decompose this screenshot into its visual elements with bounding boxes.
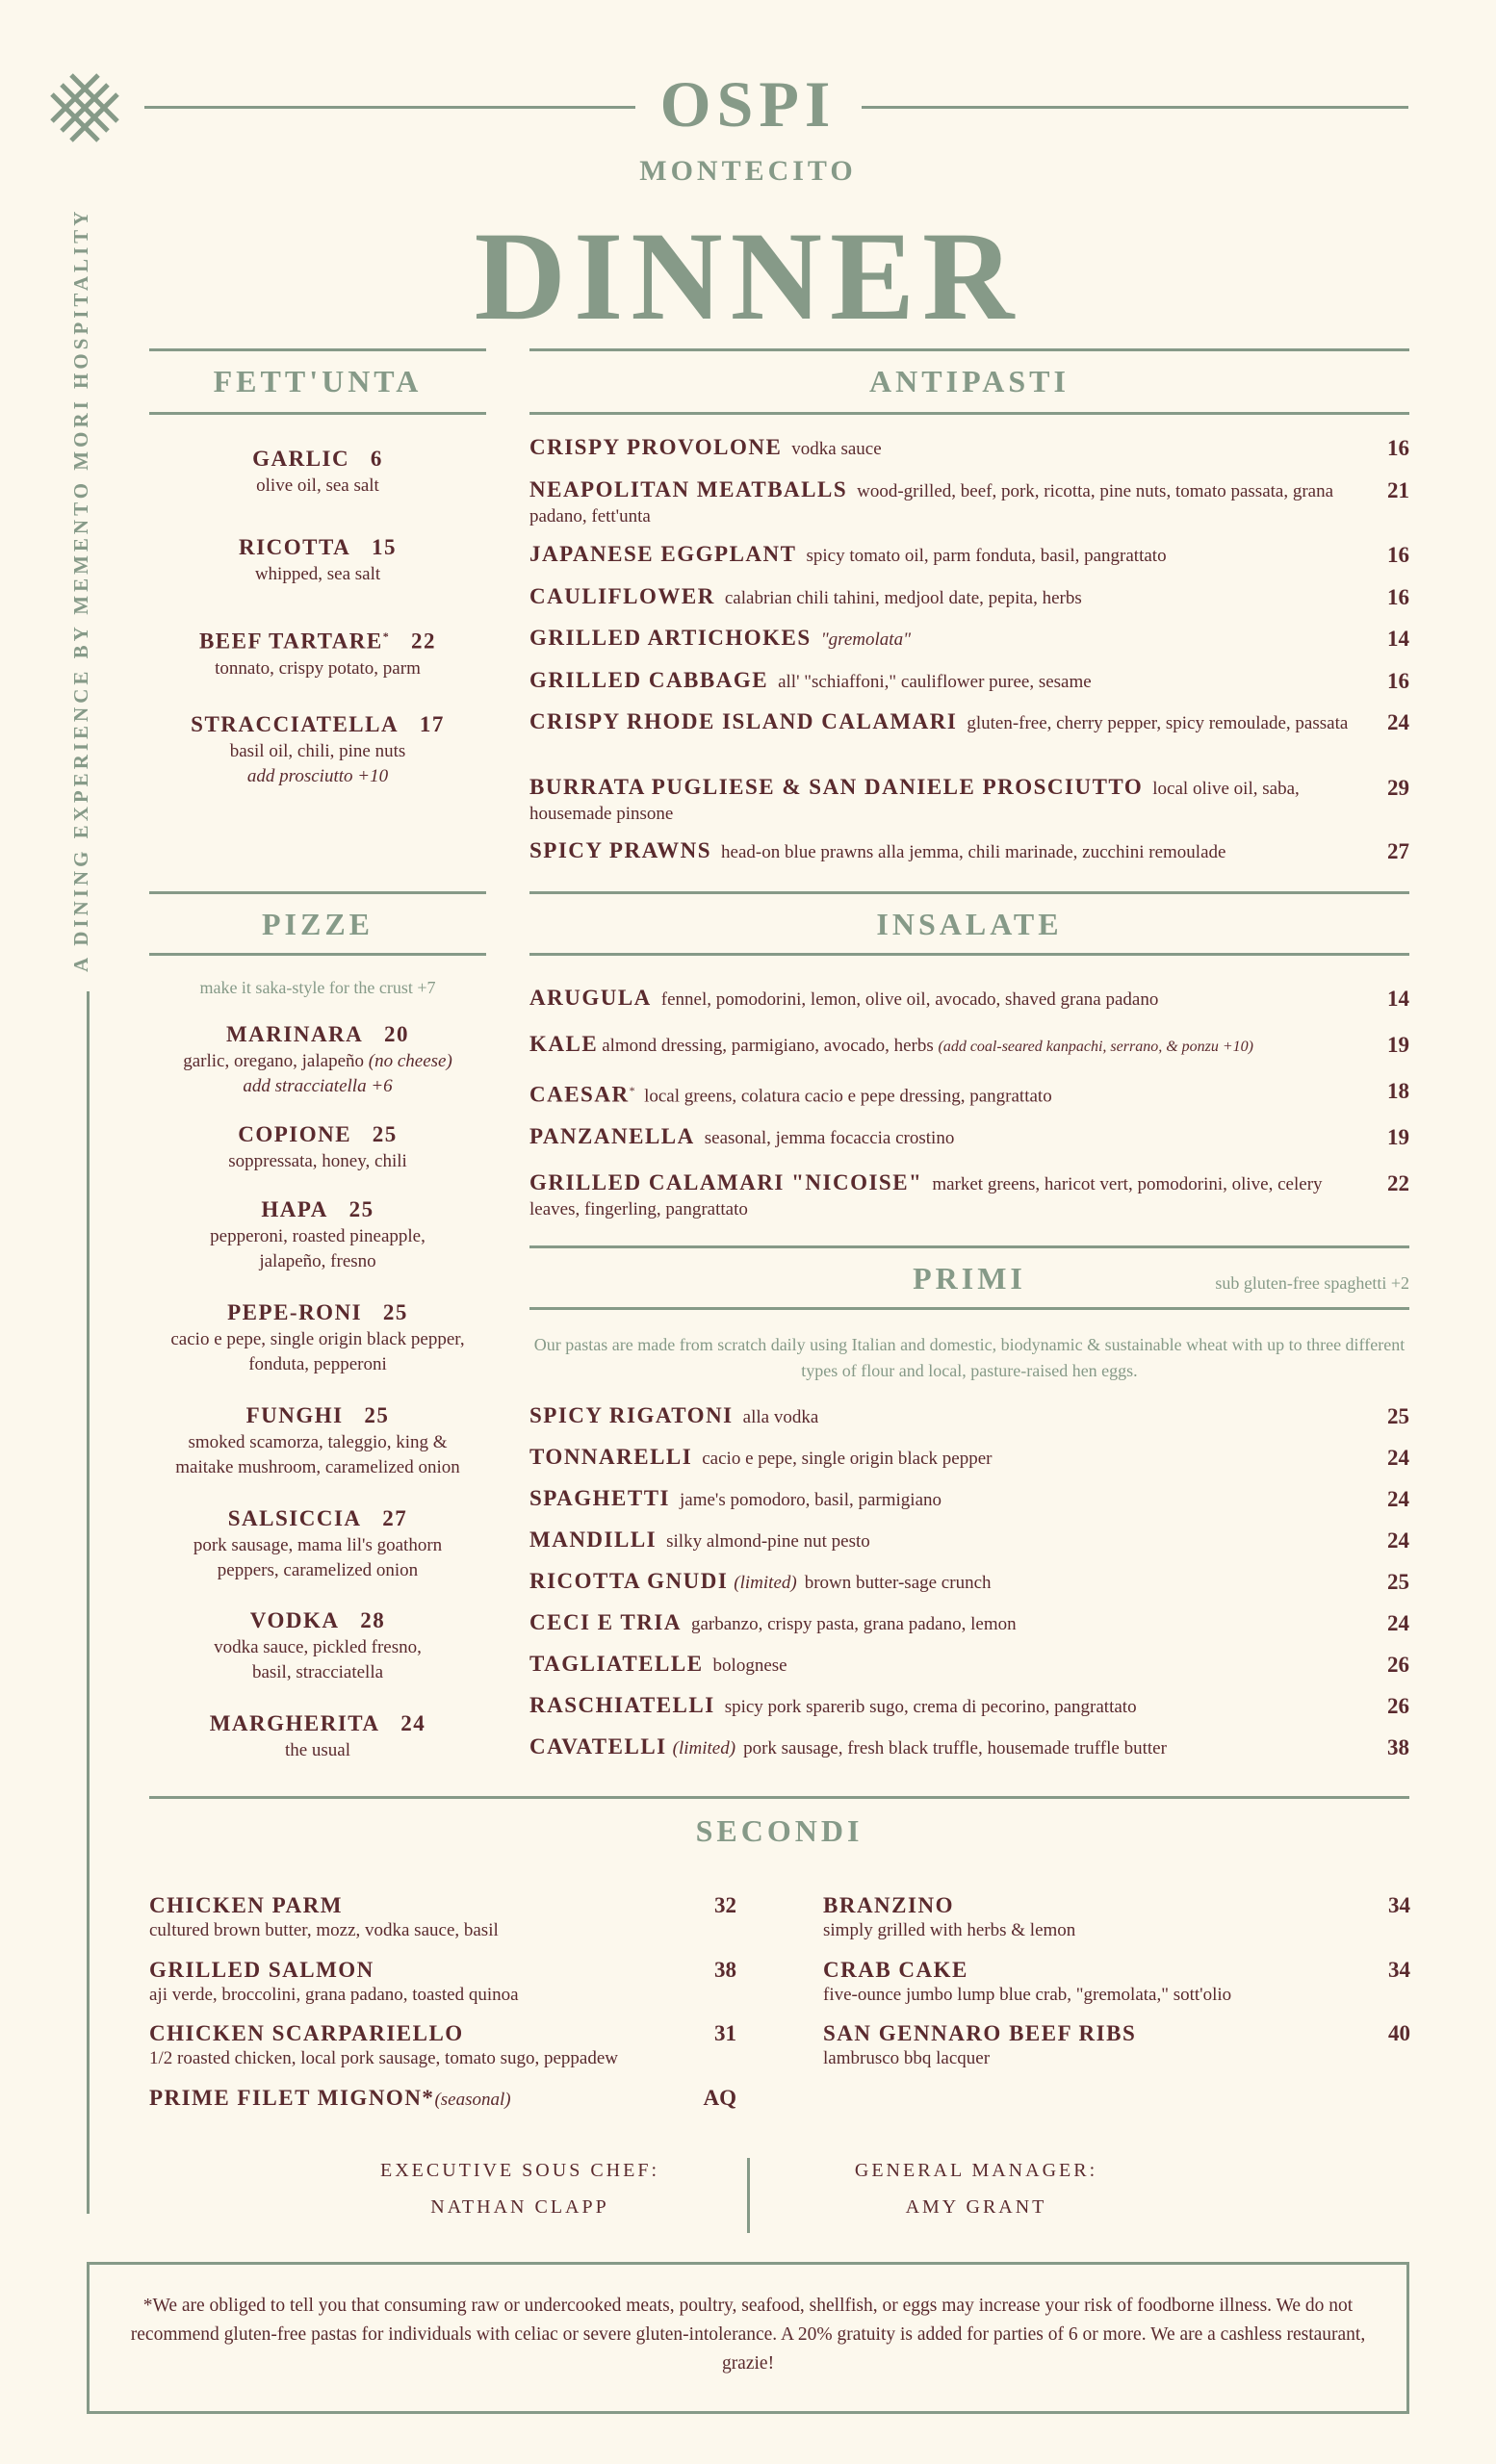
fettunta-item (149, 445, 486, 499)
item-desc: seasonal, jemma focaccia crostino (704, 1128, 955, 1148)
item-price: 16 (1387, 543, 1409, 567)
item-name: GARLIC (252, 447, 350, 471)
primi-rule-bottom (529, 1307, 1409, 1310)
item-name: GRILLED ARTICHOKES (529, 626, 812, 650)
item-price: 19 (1387, 1125, 1409, 1149)
item-name: BURRATA PUGLIESE & SAN DANIELE PROSCIUTTO (529, 775, 1144, 799)
chef-name: NATHAN CLAPP (430, 2196, 609, 2218)
item-name: CAESAR (529, 1082, 630, 1107)
side-rule (87, 991, 90, 2214)
item-price: 31 (714, 2021, 736, 2045)
item-name: PEPE-RONI (227, 1300, 363, 1324)
item-extra: add prosciutto +10 (246, 766, 389, 786)
primi-item (529, 1734, 1409, 1761)
item-name: RASCHIATELLI (529, 1693, 715, 1717)
pizza-item (149, 1504, 486, 1583)
item-price: 38 (714, 1958, 736, 1982)
antipasti-item (529, 584, 1409, 611)
item-desc-2: peppers, caramelized onion (217, 1560, 419, 1580)
item-price: 19 (1387, 1033, 1409, 1057)
item-name: MARGHERITA (209, 1711, 380, 1735)
item-price: 6 (370, 447, 383, 471)
item-desc-note: (no cheese) (368, 1051, 452, 1071)
insalate-rule-top (529, 891, 1409, 894)
primi-intro: Our pastas are made from scratch daily using Italian and domestic, biodynamic & sustainable wheat with up to three different types of flour and local, pasture-raised hen eggs. (533, 1335, 1406, 1380)
item-price: 20 (384, 1022, 410, 1046)
item-price: 22 (411, 629, 437, 654)
item-desc: simply grilled with herbs & lemon (823, 1920, 1076, 1940)
item-price: 24 (1387, 1446, 1409, 1470)
antipasti-item (529, 477, 1409, 529)
item-name: PRIME FILET MIGNON* (149, 2086, 435, 2110)
item-name: MANDILLI (529, 1527, 658, 1552)
item-name: SAN GENNARO BEEF RIBS (823, 2021, 1137, 2045)
chef-title: EXECUTIVE SOUS CHEF: (379, 2160, 659, 2181)
insalate-item (529, 1032, 1409, 1060)
item-price: 26 (1387, 1653, 1409, 1677)
item-price: 24 (1387, 1611, 1409, 1635)
insalate-rule-bottom (529, 953, 1409, 956)
item-price: 17 (419, 712, 445, 736)
item-price: 28 (360, 1608, 386, 1632)
item-desc: olive oil, sea salt (256, 475, 379, 496)
item-name: ARUGULA (529, 986, 652, 1010)
fettunta-item (149, 533, 486, 587)
item-name: SPICY PRAWNS (529, 838, 712, 862)
staff-gm (784, 2152, 1169, 2225)
secondi-item (823, 2020, 1410, 2070)
item-price: 16 (1387, 436, 1409, 460)
side-tagline: A DINING EXPERIENCE BY MEMENTO MORI HOSPITALITY (69, 207, 92, 972)
item-desc-note: (add coal-seared kanpachi, serrano, & ponzu +10) (938, 1039, 1253, 1055)
item-name: JAPANESE EGGPLANT (529, 542, 797, 566)
item-name: COPIONE (238, 1122, 352, 1146)
item-desc: vodka sauce, pickled fresno, (214, 1637, 422, 1657)
item-price: 40 (1388, 2021, 1410, 2045)
section-title-antipasti: ANTIPASTI (869, 364, 1070, 398)
item-price: 15 (371, 535, 397, 559)
primi-item (529, 1486, 1409, 1513)
item-price: 38 (1387, 1735, 1409, 1759)
antipasti-item (529, 709, 1409, 736)
item-desc-2: basil, stracciatella (251, 1662, 384, 1682)
section-title-insalate: INSALATE (876, 907, 1063, 941)
antipasti-item (529, 435, 1409, 462)
item-mark: * (629, 1084, 635, 1097)
secondi-item (823, 1957, 1410, 2007)
item-name: HAPA (261, 1197, 328, 1221)
item-name: CHICKEN PARM (149, 1893, 343, 1917)
gm-name: AMY GRANT (905, 2196, 1047, 2218)
item-price: 22 (1387, 1171, 1409, 1195)
section-title-pizze: PIZZE (261, 907, 374, 941)
section-title-primi: PRIMI (913, 1261, 1026, 1296)
item-name: BEEF TARTARE (198, 629, 383, 654)
insalate-item (529, 1170, 1409, 1222)
item-desc: "gremolata" (820, 629, 912, 650)
item-price: 24 (400, 1711, 426, 1735)
secondi-item (149, 2085, 736, 2114)
disclaimer-box (87, 2262, 1409, 2414)
fettunta-item (149, 622, 486, 681)
item-desc: 1/2 roasted chicken, local pork sausage, tomato sugo, peppadew (149, 2048, 618, 2068)
item-price: 25 (1387, 1404, 1409, 1428)
section-title-secondi: SECONDI (695, 1813, 864, 1848)
secondi-rule (149, 1796, 1409, 1799)
pizza-item (149, 1020, 486, 1099)
pizze-note: make it saka-style for the crust +7 (199, 978, 436, 997)
item-tag: (seasonal) (434, 2090, 511, 2110)
item-desc: the usual (284, 1740, 351, 1760)
item-price: 14 (1387, 627, 1409, 651)
item-price: 14 (1387, 987, 1409, 1011)
antipasti-item (529, 668, 1409, 695)
item-name: BRANZINO (823, 1893, 954, 1917)
primi-item (529, 1610, 1409, 1637)
pizza-item (149, 1120, 486, 1174)
item-price: 24 (1387, 1487, 1409, 1511)
item-price: 26 (1387, 1694, 1409, 1718)
primi-rule-top (529, 1245, 1409, 1248)
antipasti-item (529, 542, 1409, 569)
item-name: SALSICCIA (227, 1506, 362, 1530)
secondi-item (149, 2020, 736, 2070)
fettunta-rule-bottom (149, 412, 486, 415)
item-desc: vodka sauce (791, 439, 882, 459)
item-price: 18 (1387, 1079, 1409, 1103)
pizza-item (149, 1298, 486, 1377)
item-name: CHICKEN SCARPARIELLO (149, 2021, 464, 2045)
item-desc: silky almond-pine nut pesto (666, 1531, 870, 1552)
item-name: STRACCIATELLA (191, 712, 400, 736)
item-name: CAULIFLOWER (529, 584, 715, 608)
item-price: 34 (1388, 1958, 1410, 1982)
item-price: 16 (1387, 585, 1409, 609)
item-name: KALE (529, 1032, 599, 1056)
pizza-item (149, 1401, 486, 1480)
item-price: 27 (382, 1506, 408, 1530)
item-price: 32 (714, 1893, 736, 1917)
item-desc: gluten-free, cherry pepper, spicy remoulade, passata (967, 713, 1349, 733)
item-desc: spicy pork sparerib sugo, crema di pecorino, pangrattato (724, 1697, 1137, 1717)
brand-name: OSPI (659, 67, 837, 141)
item-name: TONNARELLI (529, 1445, 693, 1469)
pizza-item (149, 1606, 486, 1685)
staff-divider (747, 2158, 750, 2233)
fettunta-rule-top (149, 348, 486, 351)
item-name: VODKA (249, 1608, 340, 1632)
gm-title: GENERAL MANAGER: (854, 2160, 1098, 2181)
item-price: 25 (372, 1122, 398, 1146)
item-desc: cacio e pepe, single origin black pepper (702, 1449, 993, 1469)
item-desc: pepperoni, roasted pineapple, (210, 1226, 426, 1246)
item-name: NEAPOLITAN MEATBALLS (529, 477, 848, 501)
item-desc-2: fonduta, pepperoni (248, 1354, 387, 1374)
item-price: AQ (703, 2086, 736, 2110)
item-desc: jame's pomodoro, basil, parmigiano (680, 1490, 942, 1510)
item-tag: (limited) (734, 1573, 797, 1593)
item-desc: bolognese (712, 1656, 787, 1676)
item-name: TAGLIATELLE (529, 1652, 704, 1676)
item-mark: * (382, 629, 391, 643)
item-desc: local greens, colatura cacio e pepe dressing, pangrattato (644, 1086, 1052, 1107)
item-name: CECI E TRIA (529, 1610, 682, 1634)
item-desc: all' "schiaffoni," cauliflower puree, sesame (778, 672, 1092, 692)
item-desc: wood-grilled, beef, pork, ricotta, pine nuts, tomato passata, grana padano, fett'unta (529, 481, 1334, 526)
item-name: CAVATELLI (529, 1734, 667, 1758)
brand-location: MONTECITO (639, 155, 857, 187)
item-price: 21 (1387, 478, 1409, 502)
page-title: DINNER (474, 205, 1022, 346)
item-desc: aji verde, broccolini, grana padano, toasted quinoa (149, 1985, 519, 2005)
item-price: 24 (1387, 1528, 1409, 1553)
section-title-fettunta: FETT'UNTA (213, 364, 423, 398)
item-desc: garbanzo, crispy pasta, grana padano, lemon (690, 1614, 1017, 1634)
item-desc: pork sausage, mama lil's goathorn (193, 1535, 443, 1555)
pizza-item (149, 1195, 486, 1274)
item-name: RICOTTA (239, 535, 351, 559)
item-desc: tonnato, crispy potato, parm (215, 657, 421, 679)
primi-sub-note: sub gluten-free spaghetti +2 (1215, 1273, 1409, 1293)
primi-item (529, 1527, 1409, 1554)
item-price: 25 (348, 1197, 374, 1221)
item-price: 16 (1387, 669, 1409, 693)
item-desc-2: jalapeño, fresno (259, 1251, 376, 1271)
insalate-item (529, 986, 1409, 1013)
item-desc: garlic, oregano, jalapeño (183, 1051, 365, 1071)
fettunta-item (149, 710, 486, 789)
primi-item (529, 1693, 1409, 1720)
item-name: PANZANELLA (529, 1124, 695, 1148)
primi-item (529, 1445, 1409, 1472)
item-price: 25 (364, 1403, 390, 1427)
item-desc: five-ounce jumbo lump blue crab, "gremolata," sott'olio (823, 1985, 1232, 2005)
item-desc: fennel, pomodorini, lemon, olive oil, avocado, shaved grana padano (660, 989, 1159, 1010)
item-desc-2: maitake mushroom, caramelized onion (175, 1457, 460, 1477)
primi-item (529, 1652, 1409, 1679)
item-price: 29 (1387, 776, 1409, 800)
item-name: SPICY RIGATONI (529, 1403, 734, 1427)
pizza-item (149, 1709, 486, 1763)
item-price: 24 (1387, 710, 1409, 734)
item-name: FUNGHI (245, 1403, 344, 1427)
item-name: SPAGHETTI (529, 1486, 670, 1510)
staff-chef (327, 2152, 712, 2225)
item-price: 27 (1387, 839, 1409, 863)
item-desc: head-on blue prawns alla jemma, chili marinade, zucchini remoulade (721, 842, 1226, 862)
item-desc: brown butter-sage crunch (804, 1573, 992, 1593)
insalate-item (529, 1124, 1409, 1151)
antipasti-rule-top (529, 348, 1409, 351)
pizze-rule-bottom (149, 953, 486, 956)
item-tag: (limited) (672, 1738, 736, 1758)
item-price: 25 (1387, 1570, 1409, 1594)
item-desc: lambrusco bbq lacquer (823, 2048, 991, 2068)
item-desc: whipped, sea salt (254, 564, 381, 584)
primi-item (529, 1403, 1409, 1430)
item-desc: market greens, haricot vert, pomodorini, olive, celery leaves, fingerling, pangrattato (529, 1174, 1323, 1219)
secondi-item (149, 1957, 736, 2007)
insalate-item (529, 1078, 1409, 1109)
item-desc: alla vodka (742, 1407, 819, 1427)
antipasti-item (529, 775, 1409, 827)
item-name: RICOTTA GNUDI (529, 1569, 729, 1593)
primi-item (529, 1569, 1409, 1596)
secondi-item (823, 1892, 1410, 1942)
item-price: 34 (1388, 1893, 1410, 1917)
item-name: CRISPY PROVOLONE (529, 435, 783, 459)
antipasti-item (529, 838, 1409, 865)
item-desc: cacio e pepe, single origin black pepper, (170, 1329, 465, 1349)
item-desc: pork sausage, fresh black truffle, housemade truffle butter (743, 1738, 1167, 1758)
antipasti-item (529, 626, 1409, 653)
antipasti-rule-bottom (529, 412, 1409, 415)
item-desc: smoked scamorza, taleggio, king & (188, 1432, 448, 1452)
item-name: CRAB CAKE (823, 1958, 968, 1982)
item-desc: local olive oil, saba, housemade pinsone (529, 779, 1300, 824)
item-name: GRILLED CALAMARI "NICOISE" (529, 1170, 923, 1194)
item-price: 25 (382, 1300, 408, 1324)
item-desc: calabrian chili tahini, medjool date, pepita, herbs (724, 588, 1082, 608)
item-name: CRISPY RHODE ISLAND CALAMARI (529, 709, 958, 733)
item-desc: spicy tomato oil, parm fonduta, basil, pangrattato (806, 546, 1167, 566)
item-desc: basil oil, chili, pine nuts (229, 741, 406, 761)
item-extra: add stracciatella +6 (243, 1076, 393, 1096)
item-desc: almond dressing, parmigiano, avocado, herbs (602, 1036, 934, 1056)
secondi-item (149, 1892, 736, 1942)
item-name: MARINARA (225, 1022, 364, 1046)
disclaimer-text: *We are obliged to tell you that consuming raw or undercooked meats, poultry, seafood, shellfish, or eggs may increase your risk of foodborne illness. We do not recommend gluten-free pastas for individuals with celiac or severe gluten-intolerance. A 20% gratuity is added for parties of 6 or more. We are a cashless restaurant, grazie! (130, 2296, 1366, 2374)
item-desc: cultured brown butter, mozz, vodka sauce, basil (149, 1920, 499, 1940)
item-desc: soppressata, honey, chili (228, 1151, 407, 1171)
pizze-rule-top (149, 891, 486, 894)
item-name: GRILLED SALMON (149, 1958, 374, 1982)
item-name: GRILLED CABBAGE (529, 668, 769, 692)
